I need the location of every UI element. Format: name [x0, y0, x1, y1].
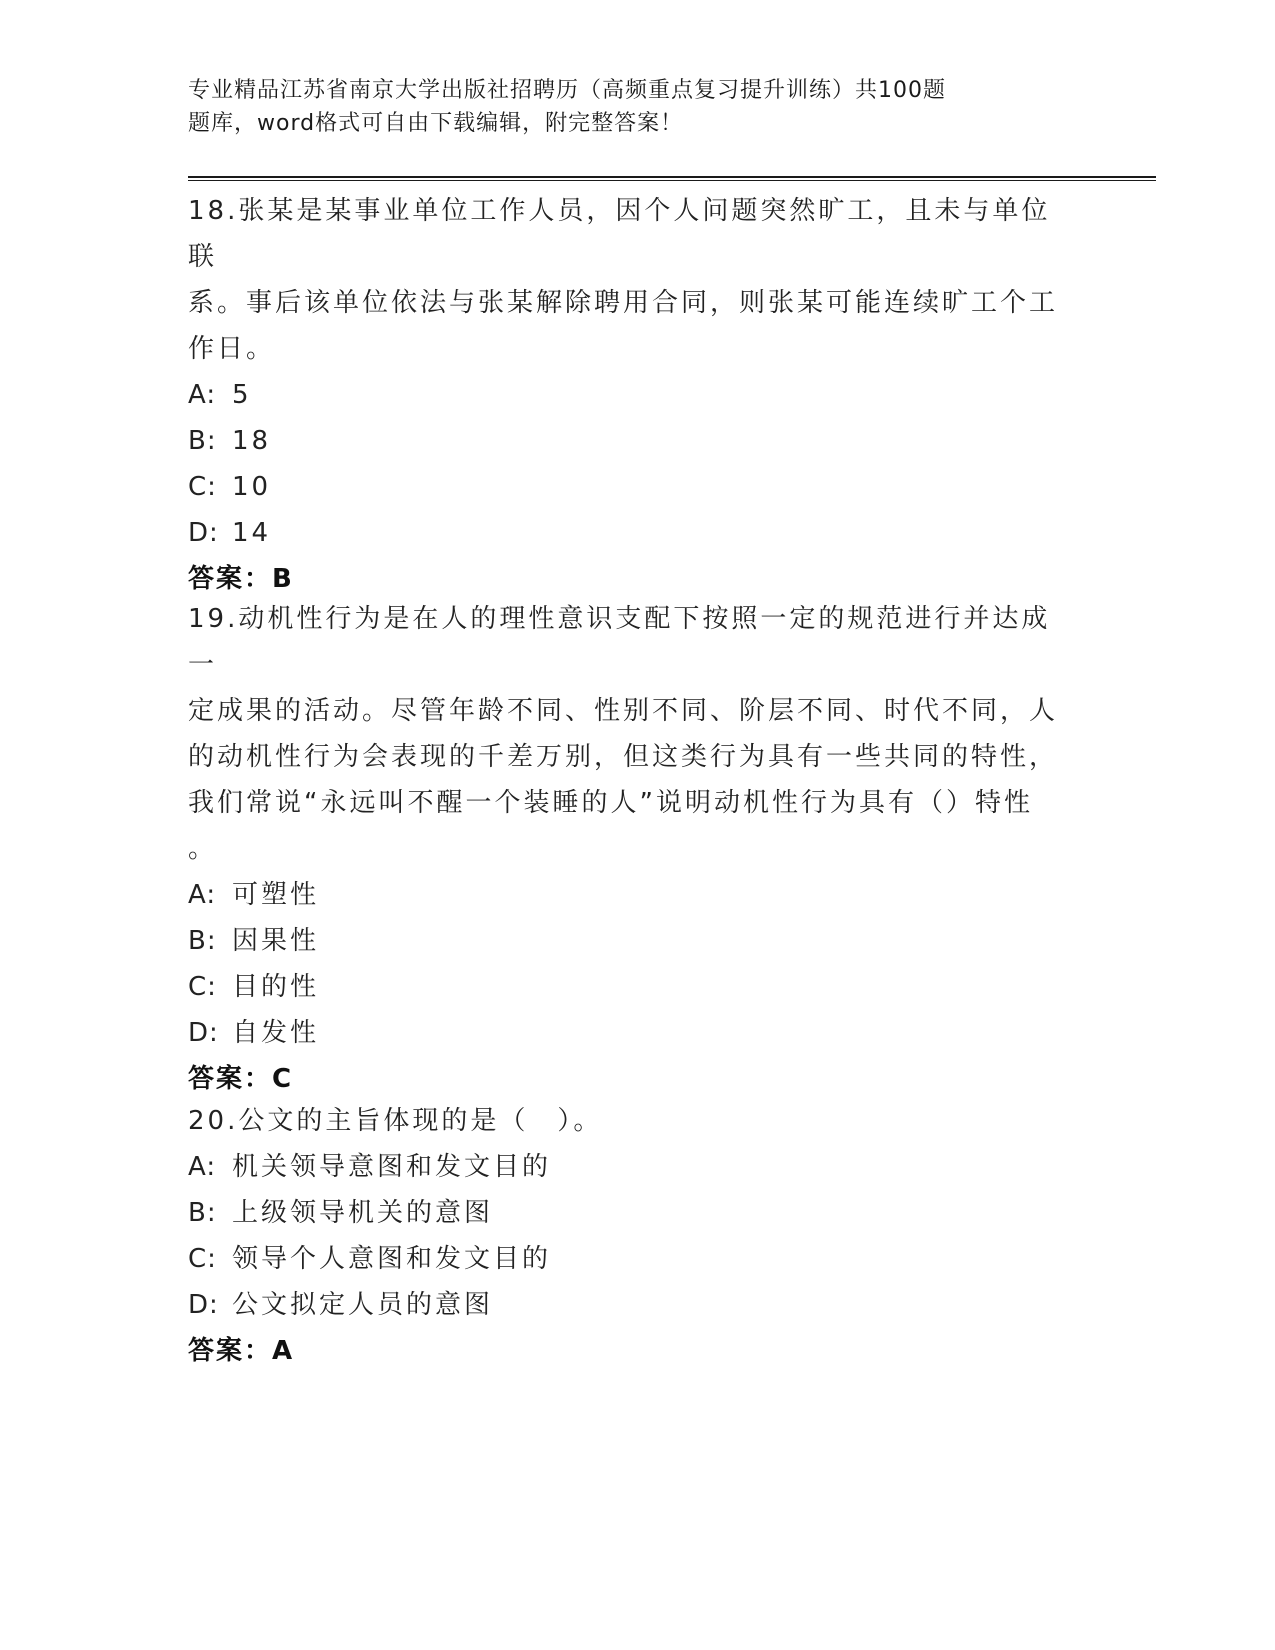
option-c: [188, 964, 1068, 1010]
option-text: 自发性: [232, 1018, 320, 1048]
question-stem-line: 定成果的活动。尽管年龄不同、性别不同、阶层不同、时代不同，人: [188, 696, 1059, 726]
option-text: 14: [232, 518, 272, 548]
option-letter: A:: [188, 380, 217, 410]
option-letter: B:: [188, 1198, 217, 1228]
option-text: 机关领导意图和发文目的: [232, 1152, 552, 1182]
option-letter: D:: [188, 1018, 219, 1048]
answer-line: 答案：B: [188, 564, 294, 594]
answer-line: 答案：C: [188, 1064, 294, 1094]
question-19: [188, 596, 1068, 1102]
question-stem-line: 的动机性行为会表现的千差万别，但这类行为具有一些共同的特性，: [188, 742, 1059, 772]
option-letter: D:: [188, 518, 219, 548]
question-18: [188, 188, 1068, 602]
option-c: [188, 464, 1068, 510]
question-stem-line: 19.动机性行为是在人的理性意识支配下按照一定的规范进行并达成一: [188, 604, 1051, 680]
document-header: [188, 74, 1028, 140]
option-text: 可塑性: [232, 880, 320, 910]
question-stem-line: 我们常说“永远叫不醒一个装睡的人”说明动机性行为具有（）特性: [188, 788, 1033, 818]
option-letter: B:: [188, 926, 217, 956]
option-c: [188, 1236, 1068, 1282]
option-a: [188, 372, 1068, 418]
question-20: [188, 1098, 1068, 1374]
option-a: [188, 872, 1068, 918]
option-text: 领导个人意图和发文目的: [232, 1244, 552, 1274]
option-text: 10: [232, 472, 272, 502]
answer-line: 答案：A: [188, 1336, 295, 1366]
option-letter: B:: [188, 426, 217, 456]
option-b: [188, 918, 1068, 964]
question-stem-line: 作日。: [188, 334, 276, 364]
header-line-2: 题库，word格式可自由下载编辑，附完整答案！: [188, 111, 684, 136]
option-b: [188, 1190, 1068, 1236]
question-stem-line: 。: [188, 834, 218, 864]
option-letter: C:: [188, 472, 217, 502]
question-stem-line: 18.张某是某事业单位工作人员，因个人问题突然旷工，且未与单位联: [188, 196, 1051, 272]
option-d: [188, 510, 1068, 556]
option-letter: C:: [188, 1244, 217, 1274]
option-b: [188, 418, 1068, 464]
question-stem-line: 系。事后该单位依法与张某解除聘用合同，则张某可能连续旷工个工: [188, 288, 1059, 318]
header-line-1: 专业精品江苏省南京大学出版社招聘历（高频重点复习提升训练）共100题: [188, 78, 946, 103]
option-letter: A:: [188, 1152, 217, 1182]
option-a: [188, 1144, 1068, 1190]
option-text: 上级领导机关的意图: [232, 1198, 494, 1228]
option-letter: D:: [188, 1290, 219, 1320]
option-letter: C:: [188, 972, 217, 1002]
option-text: 5: [232, 380, 252, 410]
option-d: [188, 1010, 1068, 1056]
option-text: 公文拟定人员的意图: [232, 1290, 494, 1320]
option-d: [188, 1282, 1068, 1328]
option-text: 18: [232, 426, 272, 456]
option-letter: A:: [188, 880, 217, 910]
question-stem-line: 20.公文的主旨体现的是（ ）。: [188, 1106, 603, 1136]
option-text: 因果性: [232, 926, 320, 956]
header-divider: [188, 176, 1156, 181]
option-text: 目的性: [232, 972, 320, 1002]
